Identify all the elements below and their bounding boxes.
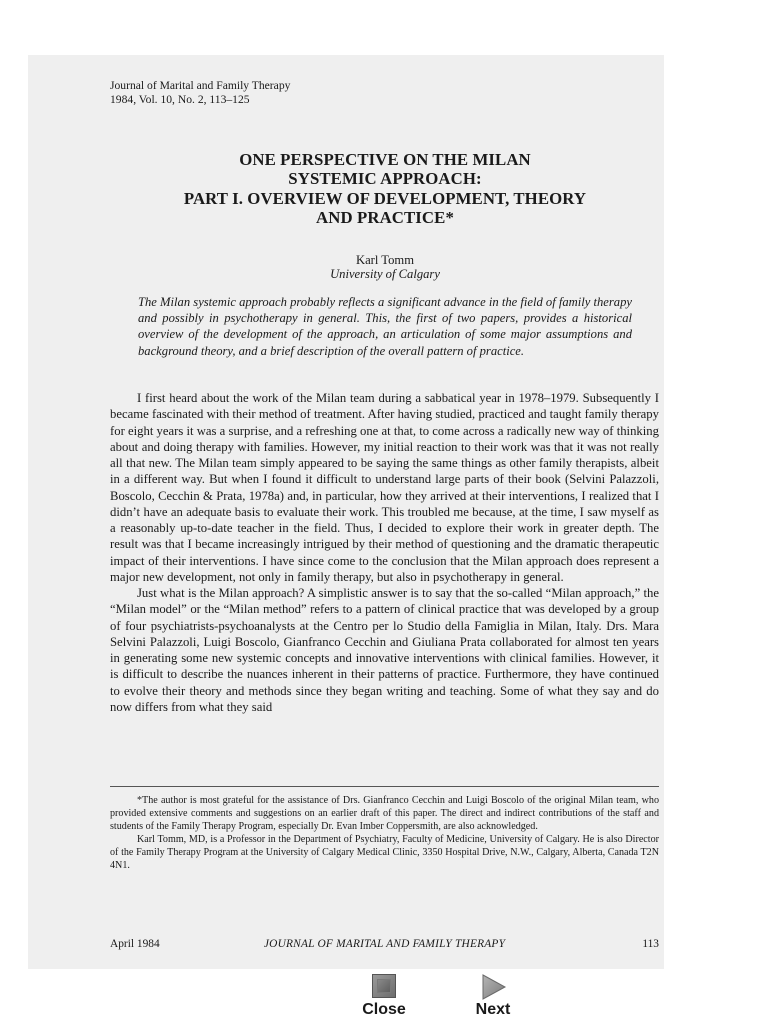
journal-citation: 1984, Vol. 10, No. 2, 113–125 xyxy=(110,93,250,106)
abstract: The Milan systemic approach probably reflects a significant advance in the field of family therapy and possibly in psychotherapy in general. This, the first of two papers, provides a historical overview of the development of the approach, an articulation of some major assumptions and background theory, and a brief description of the overall pattern of practice. xyxy=(138,295,632,358)
title-line: SYSTEMIC APPROACH: xyxy=(288,169,482,189)
footer-date: April 1984 xyxy=(110,938,160,950)
body-paragraph: I first heard about the work of the Milan team during a sabbatical year in 1978–1979. Subsequently I became fascinated with their method of treatment. After having studied, practiced and taught family therapy for eight years it was a surprise, and a refreshing one at that, to come across a radically new way of thinking about and doing therapy with families. However, my initial reaction to their work was that it was not really all that new. The Milan team simply appeared to be saying the same things as other family therapists, albeit in a different way. But when I found it difficult to understand large parts of their book (Selvini Palazzoli, Boscolo, Cecchin & Prata, 1978a) and, in particular, how they arrived at their interventions, I realized that I didn’t have an adequate basis to evaluate their work. This troubled me because, at the time, I saw myself as a reasonably up-to-date teacher in the field. Thus, I decided to explore their work in greater depth. The result was that I became increasingly intrigued by their method of questioning and the dramatic therapeutic impact of their interventions. I have since come to the conclusion that the Milan approach does represent a major new development, not only in family therapy, but also in psychotherapy in general. xyxy=(110,391,659,584)
author-name: Karl Tomm xyxy=(356,253,414,267)
body-text xyxy=(110,390,659,715)
close-button-label: Close xyxy=(362,1001,406,1018)
footer-journal-name: JOURNAL OF MARITAL AND FAMILY THERAPY xyxy=(263,938,506,950)
square-stop-icon xyxy=(372,974,396,998)
next-button[interactable] xyxy=(458,972,528,1022)
title-line: ONE PERSPECTIVE ON THE MILAN xyxy=(239,150,531,169)
journal-header xyxy=(110,79,290,107)
footnote-author-bio: Karl Tomm, MD, is a Professor in the Department of Psychiatry, Faculty of Medicine, University of Calgary. He is also Director of the Family Therapy Program at the University of Calgary Medical Clinic, 3350 Hospital Drive, N.W., Calgary, Alberta, Canada T2N 4N1. xyxy=(110,834,659,872)
play-triangle-icon xyxy=(481,974,507,1000)
article-title xyxy=(110,150,660,227)
journal-name: Journal of Marital and Family Therapy xyxy=(110,79,291,92)
footnote-divider xyxy=(110,786,659,787)
title-line: AND PRACTICE* xyxy=(316,207,454,227)
close-button[interactable] xyxy=(349,972,419,1022)
body-paragraph: Just what is the Milan approach? A simplistic answer is to say that the so-called “Milan approach,” the “Milan model” or the “Milan method” refers to a pattern of clinical practice that was developed by a group of four psychiatrists-psychoanalysts at the Centro per lo Studio della Famiglia in Milan, Italy. Drs. Mara Selvini Palazzoli, Luigi Boscolo, Gianfranco Cecchin and Giuliana Prata collaborated for almost ten years in generating some new systemic concepts and innovative interventions with clinical families. However, it is difficult to describe the nuances inherent in their patterns of practice. Furthermore, they have continued to evolve their theory and methods since they began writing and teaching. Some of what they say and do now differs from what they said xyxy=(110,586,659,714)
footnotes xyxy=(110,794,659,873)
title-line: PART I. OVERVIEW OF DEVELOPMENT, THEORY xyxy=(183,188,587,208)
page-number: 113 xyxy=(642,938,659,950)
author-affiliation: University of Calgary xyxy=(330,267,440,281)
footnote-acknowledgement: *The author is most grateful for the assistance of Drs. Gianfranco Cecchin and Luigi Boscolo of the original Milan team, who provided extensive comments and suggestions on an earlier draft of this paper. The direct and indirect contributions of the staff and students of the Family Therapy Program, especially Dr. Evan Imber Coppersmith, are also acknowledged. xyxy=(110,795,659,833)
next-button-label: Next xyxy=(475,1001,511,1018)
